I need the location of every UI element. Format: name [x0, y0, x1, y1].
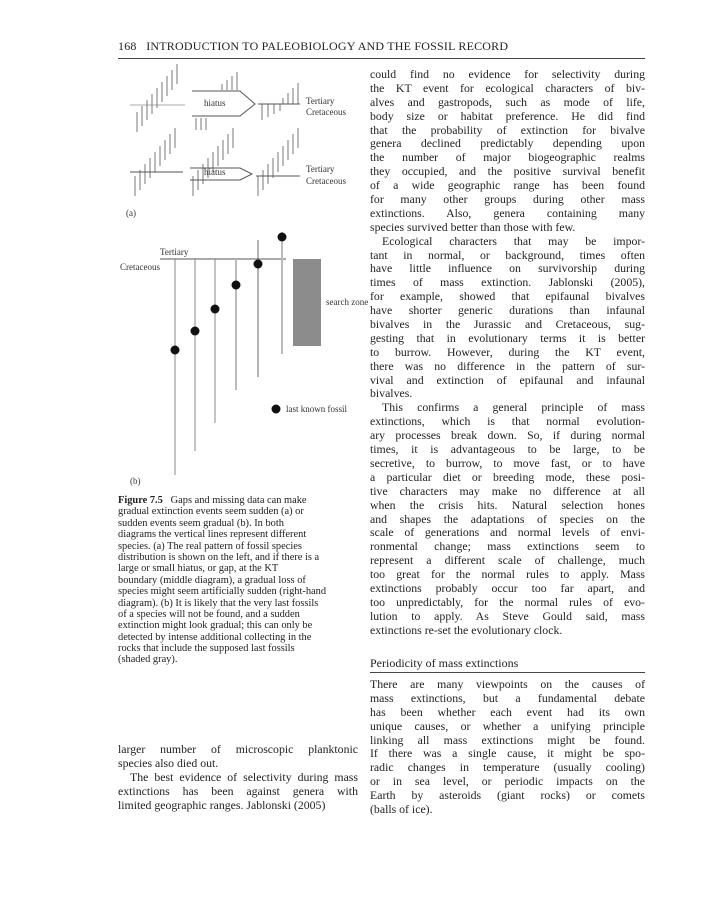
- caption-line: species. (a) The real pattern of fossil species: [118, 540, 302, 552]
- caption-line: diagrams the vertical lines represent different: [118, 529, 307, 541]
- text-line: lution to apply. As Steve Gould said, mass: [370, 608, 645, 623]
- text-line: Earth by asteroids (giant rocks) or comets: [370, 788, 645, 803]
- text-line: of a wide geographic range has been found: [370, 178, 645, 193]
- text-line: bivalves.: [370, 386, 413, 401]
- text-line: secretive, to burrow, to move fast, or to have: [370, 455, 645, 470]
- last-fossil-dot: [191, 327, 200, 336]
- text-line: alves and gastropods, such as mode of life,: [370, 94, 645, 109]
- caption-text: Gaps and missing data can make: [170, 495, 307, 506]
- caption-line: large or small hiatus, or gap, at the KT: [118, 563, 279, 575]
- text-line: tive characters may make no difference at all: [370, 483, 645, 498]
- text-line: too great for the normal rules to apply. Mass: [370, 567, 645, 582]
- text-line: If there was a single cause, it might be spo-: [370, 746, 645, 761]
- search-zone-rect: [293, 259, 321, 346]
- panel-b-label: (b): [130, 476, 141, 486]
- text-line: species survived better than those with few.: [370, 219, 576, 234]
- text-line: times, it is advantageous to be large, to be: [370, 442, 645, 457]
- right-column-text-2: [370, 678, 645, 817]
- text-line: ronmental change; mass extinctions seem to: [370, 539, 645, 554]
- text-line: or in sea level, or periodic impacts on the: [370, 774, 645, 789]
- text-line: linking all mass extinctions might be found.: [370, 732, 645, 747]
- search-zone-label: search zone: [326, 297, 369, 307]
- text-line: limited geographic ranges. Jablonski (2005): [118, 797, 326, 812]
- last-fossil-dot: [254, 260, 263, 269]
- text-line: body size or habitat preference. He did find: [370, 108, 645, 123]
- figure-caption: [118, 495, 363, 666]
- text-line: species also died out.: [118, 755, 219, 770]
- left-column-text: [118, 743, 358, 812]
- last-fossil-dot: [211, 305, 220, 314]
- text-line: unique causes, or whether a unifying principle: [370, 718, 645, 733]
- figure-b-diagram: [160, 232, 321, 475]
- caption-line: rocks that include the supposed last fossils: [118, 643, 295, 655]
- caption-line: boundary (middle diagram), a gradual loss of: [118, 574, 306, 586]
- text-line: extinctions has been against genera with: [118, 783, 358, 798]
- text-line: too unpredictably, for the normal rules of evo-: [370, 594, 645, 609]
- text-line: extinctions, which is that normal evolution-: [370, 414, 645, 429]
- text-line: the KT event for ecological characters of biv-: [370, 80, 645, 95]
- caption-line: diagram). (b) It is likely that the very last fossils: [118, 597, 319, 609]
- text-line: extinctions re-set the evolutionary clock.: [370, 622, 563, 637]
- legend-label: last known fossil: [286, 404, 348, 414]
- text-line: vival and extinction of epifaunal and infaunal: [370, 372, 645, 387]
- cretaceous-label: Cretaceous: [306, 176, 346, 186]
- text-line: a particular diet or breeding mode, these posi-: [370, 469, 645, 484]
- tertiary-label: Tertiary: [160, 247, 189, 257]
- text-line: bivalves in the Jurassic and Cretaceous, sug-: [370, 317, 645, 332]
- text-line: and shapes the adaptations of species on the: [370, 511, 645, 526]
- panel-a-label: (a): [126, 208, 136, 218]
- text-line: tant in normal, or background, times often: [370, 247, 645, 262]
- text-line: has been whether each event had its own: [370, 704, 645, 719]
- section-rule: [370, 672, 645, 673]
- text-line: could find no evidence for selectivity during: [370, 67, 645, 81]
- text-line: to burrow. However, during the KT event,: [370, 344, 645, 359]
- text-line: This confirms a general principle of mass: [382, 400, 645, 415]
- text-line: times of mass extinction. Jablonski (2005),: [370, 275, 645, 290]
- last-fossil-dot: [278, 233, 287, 242]
- running-title: INTRODUCTION TO PALEOBIOLOGY AND THE FOSSIL RECORD: [146, 39, 509, 53]
- text-line: mass extinctions, but a fundamental debate: [370, 690, 645, 705]
- text-line: larger number of microscopic planktonic: [118, 742, 358, 756]
- text-line: represent a different scale of challenge, much: [370, 553, 645, 568]
- text-line: radic changes in temperature (usually cooling): [370, 760, 645, 775]
- legend-dot-icon: [272, 405, 281, 414]
- cretaceous-label: Cretaceous: [306, 107, 346, 117]
- text-line: gesting that in evolutionary terms it is better: [370, 330, 645, 345]
- section-heading: Periodicity of mass extinctions: [370, 656, 519, 670]
- caption-title: Figure 7.5: [118, 495, 163, 506]
- hiatus-label: hiatus: [204, 98, 226, 108]
- text-line: have shorter generic durations than infaunal: [370, 303, 645, 318]
- last-fossil-dot: [171, 346, 180, 355]
- caption-line: extinction might look gradual; this can only be: [118, 620, 313, 632]
- caption-line: detected by intense additional collecting in the: [118, 631, 312, 643]
- last-fossil-dot: [232, 281, 241, 290]
- text-line: The best evidence of selectivity during mass: [130, 769, 358, 784]
- tertiary-label: Tertiary: [306, 96, 335, 106]
- text-line: for example, showed that epifaunal bivalves: [370, 289, 645, 304]
- caption-line: species might seem artificially sudden (right-hand: [118, 586, 327, 598]
- text-line: there was no difference in the pattern of sur-: [370, 358, 645, 373]
- text-line: when the crisis hits. Natural selection hones: [370, 497, 645, 512]
- caption-line: distribution is shown on the left, and if there is a: [118, 551, 320, 563]
- text-line: ary processes break down. So, if during normal: [370, 428, 645, 443]
- text-line: for many other groups during other mass: [370, 192, 645, 207]
- text-line: Ecological characters that may be impor-: [382, 233, 645, 248]
- text-line: the number of major biogeographic realms: [370, 150, 645, 165]
- tertiary-label: Tertiary: [306, 164, 335, 174]
- text-line: extinctions. Also, genera containing many: [370, 205, 645, 220]
- right-column-text: [370, 68, 645, 638]
- text-line: they occupied, and the positive survival benefit: [370, 164, 645, 179]
- hiatus-label: hiatus: [204, 167, 226, 177]
- text-line: scale of generations and normal levels of envi-: [370, 525, 645, 540]
- text-line: have little influence on survivorship during: [370, 261, 645, 276]
- caption-line: sudden events seem gradual (b). In both: [118, 517, 284, 529]
- caption-line: of a species will not be found, and a sudden: [118, 608, 300, 620]
- text-line: There are many viewpoints on the causes of: [370, 677, 645, 691]
- text-line: (balls of ice).: [370, 802, 433, 817]
- caption-line: gradual extinction events seem sudden (a) or: [118, 506, 304, 518]
- text-line: genera declined predictably depending upon: [370, 136, 645, 151]
- caption-line: (shaded gray).: [118, 654, 178, 666]
- text-line: that the probability of extinction for bivalve: [370, 122, 645, 137]
- cretaceous-label: Cretaceous: [120, 262, 160, 272]
- caption-line: [118, 495, 363, 506]
- text-line: extinctions probably occur too far apart, and: [370, 580, 645, 595]
- page-number: 168: [118, 39, 137, 53]
